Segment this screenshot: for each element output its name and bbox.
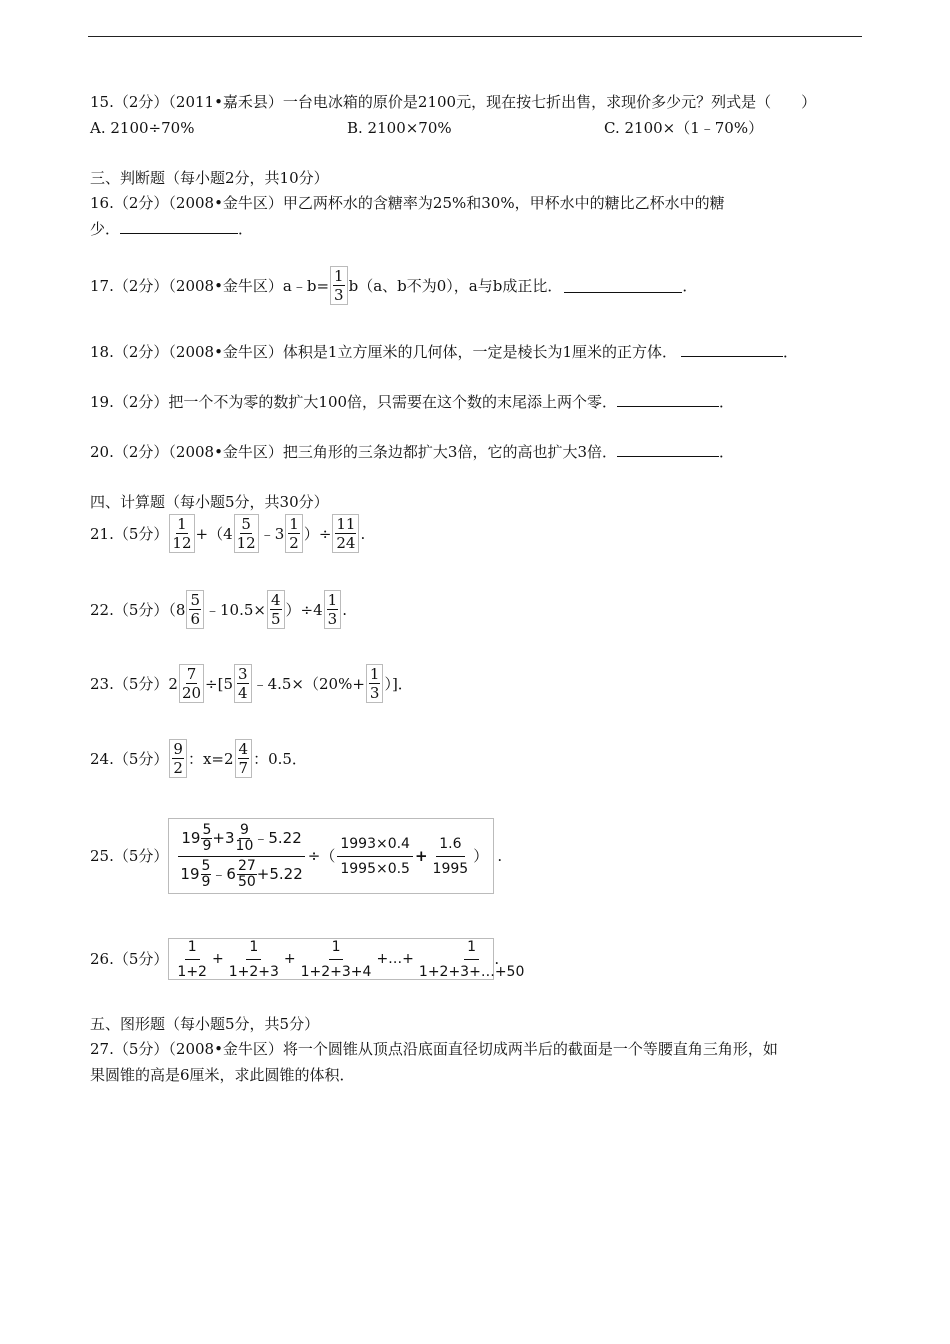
q18-text: 18.（2分）（2008•金牛区）体积是1立方厘米的几何体，一定是棱长为1厘米的正方体．: [90, 343, 678, 361]
q25-num-frac-2: [235, 823, 254, 854]
q25-main-fraction: [177, 823, 305, 890]
q20-text: 20.（2分）（2008•金牛区）把三角形的三条边都扩大3倍，它的高也扩大3倍．: [90, 443, 618, 461]
q18-end: ．: [783, 343, 799, 361]
q24-frac-1: [169, 739, 187, 778]
q17-prefix: 17.（2分）（2008•金牛区）a﹣b=: [90, 276, 330, 295]
q21-end: .: [360, 524, 366, 543]
q15-option-a: A. 2100÷70%: [90, 119, 195, 137]
q25-den-mixed-1-frac: [201, 859, 212, 890]
q22-frac-3-den: 3: [327, 610, 338, 628]
q25-den-frac-2-num: 27: [237, 857, 256, 874]
q17-frac-num: 1: [334, 267, 344, 285]
q25-den-mixed-1-num: 5: [201, 857, 211, 874]
q25-num-plus: +3: [212, 829, 235, 847]
q26-end: .: [494, 950, 500, 968]
q26-term-2: [226, 937, 282, 982]
q22-frac-1-den: 6: [190, 610, 200, 628]
q17-suffix: b（a、b不为0），a与b成正比．: [348, 276, 563, 295]
q26-expression-box: [168, 938, 525, 980]
q25-num-mixed-1-whole: 19: [181, 829, 201, 847]
q23-frac-3-den: 3: [369, 684, 380, 702]
q25-ratio-1-top: 1993×0.4: [337, 834, 413, 857]
q16-line1: 16.（2分）（2008•金牛区）甲乙两杯水的含糖率为25%和30%，甲杯水中的糖比乙杯水中的糖: [90, 194, 725, 212]
q22-frac-2-num: 4: [270, 591, 281, 609]
q20: [90, 442, 734, 462]
q15-stem: 15.（2分）（2011•嘉禾县）一台电冰箱的原价是2100元，现在按七折出售，求现价多少元？列式是（ ）: [90, 93, 817, 111]
q24-end: ：0.5．: [253, 749, 307, 768]
q25-num-frac-2-num: 9: [239, 821, 249, 838]
q21-frac-1: [169, 514, 194, 553]
q21-frac-2: [234, 514, 259, 553]
q25-den-frac-2: [236, 859, 257, 890]
q26-term-2-num: 1: [246, 937, 261, 960]
q26-ellipsis: +…+: [376, 951, 414, 967]
q26-term-3-den: 1+2+3+4: [300, 963, 372, 980]
q23-op-1: ÷[5: [205, 674, 234, 693]
q25-close: ）: [473, 847, 489, 865]
q25-den-mixed-1: [180, 859, 211, 890]
q21-label: 21.（5分）: [90, 524, 169, 543]
q17: [90, 266, 697, 305]
q25-den-frac-2-body: [237, 859, 257, 890]
q25-den-tail: +5.22: [256, 865, 303, 883]
q22-op-2: ）÷4: [285, 600, 323, 619]
q23-label: 23.（5分）2: [90, 674, 178, 693]
q25-label: 25.（5分）: [90, 847, 169, 865]
q20-answer-blank[interactable]: [617, 443, 719, 457]
q21-op-1: +（4: [195, 524, 233, 543]
q25-num-mixed-1-den: 9: [202, 837, 212, 854]
q26-term-1-num: 1: [185, 937, 200, 960]
q21-frac-2-num: 5: [241, 515, 251, 533]
q22-label: 22.（5分）（8: [90, 600, 186, 619]
q23-frac-2: [234, 664, 252, 703]
q16-answer-blank[interactable]: [120, 220, 238, 234]
q24-frac-1-den: 2: [173, 759, 183, 777]
q22-frac-1-num: 5: [190, 591, 200, 609]
q16-end: ．: [238, 220, 254, 238]
q23-frac-1-den: 20: [181, 684, 202, 702]
q18: [90, 342, 798, 362]
q15-option-b: B. 2100×70%: [347, 119, 452, 137]
q16-line2: [90, 219, 253, 239]
q27-line2: 果圆锥的高是6厘米，求此圆锥的体积．: [90, 1066, 355, 1084]
q25-plus: +: [414, 847, 428, 865]
q25-num-mixed-1-frac: [201, 823, 212, 854]
q21-frac-2-den: 12: [236, 534, 256, 552]
q16-line2-prefix: 少．: [90, 220, 121, 238]
q21-frac-4-den: 24: [336, 534, 356, 552]
q22-end: .: [342, 600, 347, 619]
q25-num-mixed-1: [181, 823, 212, 854]
q26-plus-1: +: [211, 951, 224, 967]
q25-den-mixed-1-den: 9: [201, 873, 211, 890]
q23-frac-3-num: 1: [369, 665, 380, 683]
top-rule: [88, 36, 862, 37]
q22-frac-3: [324, 590, 342, 629]
q25-div: ÷（: [307, 847, 336, 865]
q21-op-2: ﹣3: [259, 524, 285, 543]
q17-frac-den: 3: [334, 286, 344, 304]
q17-fraction: [330, 266, 348, 305]
q25-num-tail: ﹣5.22: [253, 829, 302, 847]
q17-answer-blank[interactable]: [564, 279, 682, 293]
q25-ratio-1: [337, 834, 413, 879]
q25: [90, 818, 502, 894]
q24-frac-2-num: 4: [238, 740, 249, 758]
q24-frac-2: [235, 739, 253, 778]
q25-den-minus: ﹣6: [211, 865, 236, 883]
q22: [90, 590, 347, 629]
q22-frac-2-den: 5: [270, 610, 281, 628]
q25-num-frac-2-body: [236, 823, 254, 854]
q23-frac-2-num: 3: [238, 665, 248, 683]
q25-expression-box: [168, 818, 494, 894]
section-3-heading: 三、判断题（每小题2分，共10分）: [90, 169, 329, 187]
q27-line1: 27.（5分）（2008•金牛区）将一个圆锥从顶点沿底面直径切成两半后的截面是一个等腰直角三角形，如: [90, 1040, 778, 1058]
q26-term-2-den: 1+2+3: [228, 963, 279, 980]
q25-den-mixed-1-whole: 19: [180, 865, 200, 883]
q23-frac-1-num: 7: [186, 665, 197, 683]
q22-frac-3-num: 1: [327, 591, 338, 609]
q25-ratio-2-bottom: 1995: [432, 860, 469, 877]
section-5-heading: 五、图形题（每小题5分，共5分）: [90, 1015, 320, 1033]
q25-ratio-2-top: 1.6: [436, 834, 464, 857]
q23-frac-3: [366, 664, 384, 703]
q26-term-4-num: 1: [464, 937, 479, 960]
q25-main-numerator: [178, 823, 304, 857]
q24-op-1: ：x=2: [187, 749, 234, 768]
q26-term-1-den: 1+2: [177, 963, 207, 980]
q21: [90, 514, 365, 553]
q26-term-4-den: 1+2+3+…+50: [418, 963, 525, 980]
q25-num-frac-2-den: 10: [235, 837, 254, 854]
q25-ratio-2: [430, 834, 472, 879]
q26-term-3-num: 1: [329, 937, 344, 960]
q26-term-1: [174, 937, 210, 982]
q23: [90, 664, 413, 703]
q21-frac-1-den: 12: [172, 534, 192, 552]
q22-frac-1: [186, 590, 204, 629]
q20-end: ．: [719, 443, 735, 461]
q25-num-mixed-1-num: 5: [202, 821, 212, 838]
q26-label: 26.（5分）: [90, 950, 169, 968]
q24-frac-1-num: 9: [173, 740, 183, 758]
q21-frac-4-num: 11: [336, 515, 356, 533]
q26: [90, 938, 525, 980]
q23-frac-1: [179, 664, 204, 703]
q24-label: 24.（5分）: [90, 749, 169, 768]
q23-frac-2-den: 4: [238, 684, 248, 702]
q26-term-4: [416, 937, 527, 982]
q25-ratio-1-bottom: 1995×0.5: [340, 860, 410, 877]
q18-answer-blank[interactable]: [681, 343, 783, 357]
q17-end: ．: [682, 276, 698, 295]
q25-den-frac-2-den: 50: [237, 873, 256, 890]
q21-frac-3-num: 1: [289, 515, 299, 533]
q23-end: ）]．: [384, 674, 413, 693]
q19-answer-blank[interactable]: [617, 393, 719, 407]
q25-end: .: [497, 847, 503, 865]
q22-frac-2: [267, 590, 285, 629]
q21-op-3: ）÷: [303, 524, 332, 543]
q23-op-2: ﹣4.5×（20%+: [252, 674, 365, 693]
section-4-heading: 四、计算题（每小题5分，共30分）: [90, 493, 329, 511]
q26-term-3: [298, 937, 375, 982]
q21-frac-1-num: 1: [177, 515, 187, 533]
q15-option-c: C. 2100×（1﹣70%）: [604, 119, 764, 137]
q19: [90, 392, 734, 412]
q19-text: 19.（2分）把一个不为零的数扩大100倍，只需要在这个数的末尾添上两个零．: [90, 393, 618, 411]
q19-end: ．: [719, 393, 735, 411]
q21-frac-3: [285, 514, 303, 553]
q24-frac-2-den: 7: [238, 759, 249, 777]
q22-op-1: ﹣10.5×: [205, 600, 266, 619]
q21-frac-3-den: 2: [289, 534, 299, 552]
q21-frac-4: [332, 514, 359, 553]
q26-plus-2: +: [283, 951, 296, 967]
q25-main-denominator: [177, 857, 305, 890]
q24: [90, 739, 307, 778]
